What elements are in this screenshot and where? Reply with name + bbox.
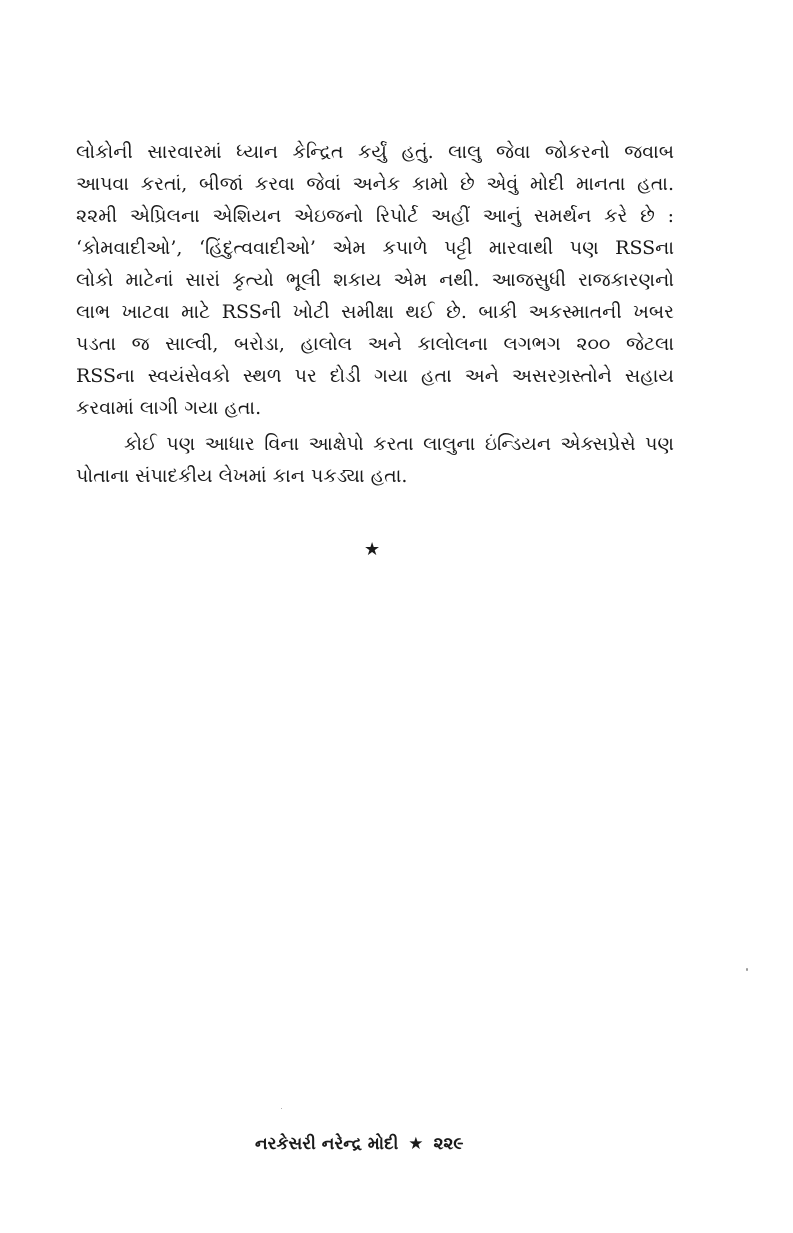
text-line: ૨૨મી એપ્રિલના એશિયન એઇજનો રિપોર્ટ અહીં આનું સમર્થન કરે છે : xyxy=(76,205,674,227)
body-text xyxy=(76,136,674,492)
text-line: લાભ ખાટવા માટે RSSની ખોટી સમીક્ષા થઈ છે. બાકી અકસ્માતની ખબર xyxy=(76,301,674,323)
text-line: ‘કોમવાદીઓ’, ‘હિંદુત્વવાદીઓ’ એમ કપાળે પટ્ટી મારવાથી પણ RSSના xyxy=(76,237,674,259)
footer-separator-star: ★ xyxy=(408,1134,424,1154)
text-line: પોતાના સંપાદકીય લેખમાં કાન પકડ્યા હતા. xyxy=(76,465,408,487)
text-line: કરવામાં લાગી ગયા હતા. xyxy=(76,397,262,419)
scan-speck xyxy=(746,968,748,971)
scan-speck xyxy=(281,1108,282,1109)
text-line: આપવા કરતાં, બીજાં કરવા જેવાં અનેક કામો છે એવું મોદી માનતા હતા. xyxy=(76,173,674,195)
text-line: લોકો માટેનાં સારાં કૃત્યો ભૂલી શકાય એમ નથી. આજસુધી રાજકારણનો xyxy=(76,269,674,291)
text-line: RSSના સ્વયંસેવકો સ્થળ પર દોડી ગયા હતા અને અસરગ્રસ્તોને સહાય xyxy=(76,365,674,387)
footer-book-title: નરકેસરી નરેન્દ્ર મોદી xyxy=(255,1134,399,1154)
section-separator-star: ★ xyxy=(364,539,381,560)
page-footer xyxy=(255,1132,555,1156)
text-line: કોઈ પણ આધાર વિના આક્ષેપો કરતા લાલુના ઇંન્ડિયન એક્સપ્રેસે પણ xyxy=(124,433,674,455)
text-line: લોકોની સારવારમાં ધ્યાન કેન્દ્રિત કર્યું હતું. લાલુ જેવા જોકરનો જવાબ xyxy=(76,141,674,163)
page-number: ૨૨૯ xyxy=(433,1134,464,1154)
text-line: પડતા જ સાલ્વી, બરોડા, હાલોલ અને કાલોલના લગભગ ૨૦૦ જેટલા xyxy=(76,333,674,355)
